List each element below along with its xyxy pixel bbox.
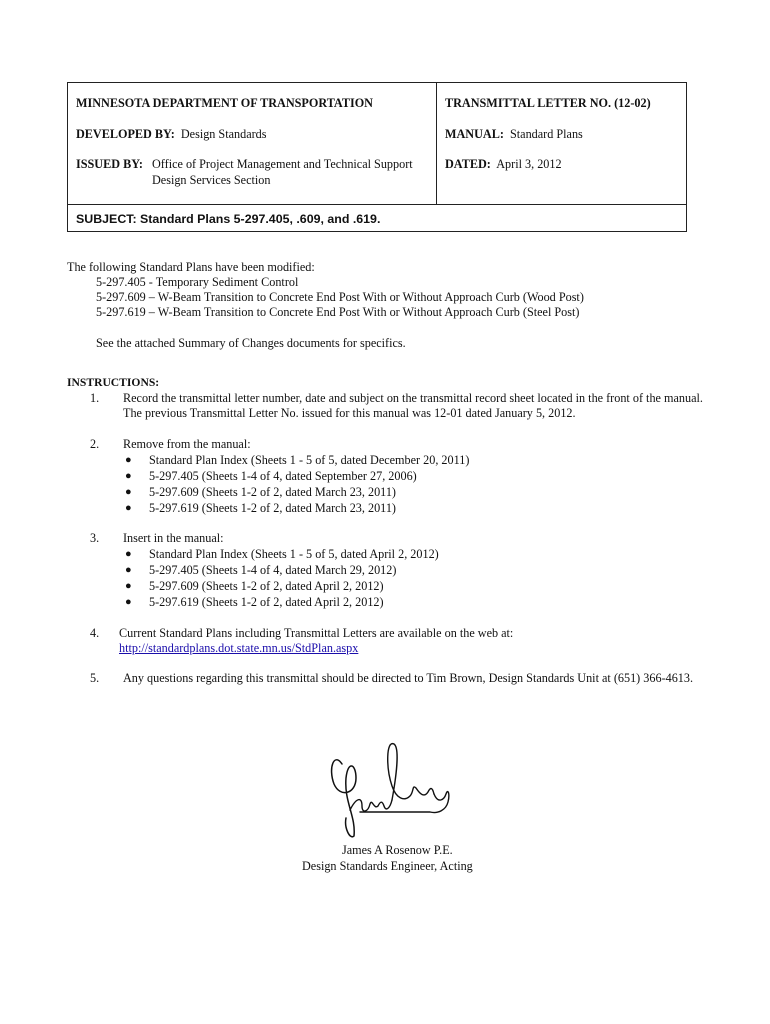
issued-by-line1: Office of Project Management and Technical Support: [152, 157, 413, 171]
remove-item: 5-297.609 (Sheets 1-2 of 2, dated March 23, 2011): [149, 485, 396, 499]
instruction-number: 3.: [90, 531, 100, 545]
see-attached-note: See the attached Summary of Changes documents for specifics.: [96, 336, 406, 350]
manual-value: Standard Plans: [510, 127, 583, 141]
bullet-icon: ●: [125, 564, 132, 576]
bullet-icon: ●: [125, 486, 132, 498]
dated: [445, 157, 562, 172]
developed-by-value: Design Standards: [180, 127, 267, 141]
instruction-5-text: Any questions regarding this transmittal should be directed to Tim Brown, Design Standards Unit at (651) 366-4613.: [123, 671, 694, 685]
intro-lead: The following Standard Plans have been modified:: [67, 260, 315, 274]
bullet-icon: ●: [125, 580, 132, 592]
instruction-2-lead: Remove from the manual:: [123, 437, 251, 451]
instruction-4-text: Current Standard Plans including Transmittal Letters are available on the web at:: [119, 626, 514, 640]
instruction-1-line1: Record the transmittal letter number, date and subject on the transmittal record sheet located in the front of the manual.: [123, 391, 703, 405]
org-name: MINNESOTA DEPARTMENT OF TRANSPORTATION: [76, 96, 373, 110]
developed-by: [76, 127, 267, 142]
bullet-icon: ●: [125, 454, 132, 466]
bullet-icon: ●: [125, 502, 132, 514]
manual-label: MANUAL:: [445, 127, 504, 141]
dated-label: DATED:: [445, 157, 491, 171]
signatory-title: Design Standards Engineer, Acting: [302, 859, 473, 873]
instruction-number: 5.: [90, 671, 100, 685]
plan-item: 5-297.619 – W-Beam Transition to Concrete End Post With or Without Approach Curb (Steel Post): [96, 305, 580, 319]
bullet-icon: ●: [125, 470, 132, 482]
instruction-number: 1.: [90, 391, 100, 405]
instruction-number: 4.: [90, 626, 100, 640]
header-divider-vertical: [436, 82, 437, 204]
instruction-number: 2.: [90, 437, 100, 451]
signatory-name: James A Rosenow P.E.: [342, 843, 453, 857]
remove-item: Standard Plan Index (Sheets 1 - 5 of 5, dated December 20, 2011): [149, 453, 470, 467]
remove-item: 5-297.619 (Sheets 1-2 of 2, dated March 23, 2011): [149, 501, 396, 515]
instructions-heading: INSTRUCTIONS:: [67, 376, 160, 389]
bullet-icon: ●: [125, 548, 132, 560]
issued-by-line2: Design Services Section: [152, 173, 271, 187]
developed-by-label: DEVELOPED BY:: [76, 127, 175, 141]
dated-value: April 3, 2012: [496, 157, 562, 171]
signature-graphic: [320, 738, 460, 840]
subject-line: SUBJECT: Standard Plans 5-297.405, .609, and .619.: [76, 212, 381, 226]
insert-item: Standard Plan Index (Sheets 1 - 5 of 5, dated April 2, 2012): [149, 547, 439, 561]
insert-item: 5-297.619 (Sheets 1-2 of 2, dated April 2, 2012): [149, 595, 384, 609]
header-divider-horizontal: [67, 204, 687, 205]
bullet-icon: ●: [125, 596, 132, 608]
standard-plans-link[interactable]: http://standardplans.dot.state.mn.us/StdPlan.aspx: [119, 641, 359, 655]
issued-by-label: ISSUED BY:: [76, 157, 143, 171]
insert-item: 5-297.405 (Sheets 1-4 of 4, dated March 29, 2012): [149, 563, 397, 577]
insert-item: 5-297.609 (Sheets 1-2 of 2, dated April 2, 2012): [149, 579, 384, 593]
transmittal-letter-number: TRANSMITTAL LETTER NO. (12-02): [445, 96, 651, 110]
instruction-1-line2: The previous Transmittal Letter No. issued for this manual was 12-01 dated January 5, 2012.: [123, 406, 576, 420]
instruction-3-lead: Insert in the manual:: [123, 531, 224, 545]
manual: [445, 127, 583, 142]
plan-item: 5-297.609 – W-Beam Transition to Concrete End Post With or Without Approach Curb (Wood Post): [96, 290, 584, 304]
remove-item: 5-297.405 (Sheets 1-4 of 4, dated September 27, 2006): [149, 469, 417, 483]
plan-item: 5-297.405 - Temporary Sediment Control: [96, 275, 299, 289]
